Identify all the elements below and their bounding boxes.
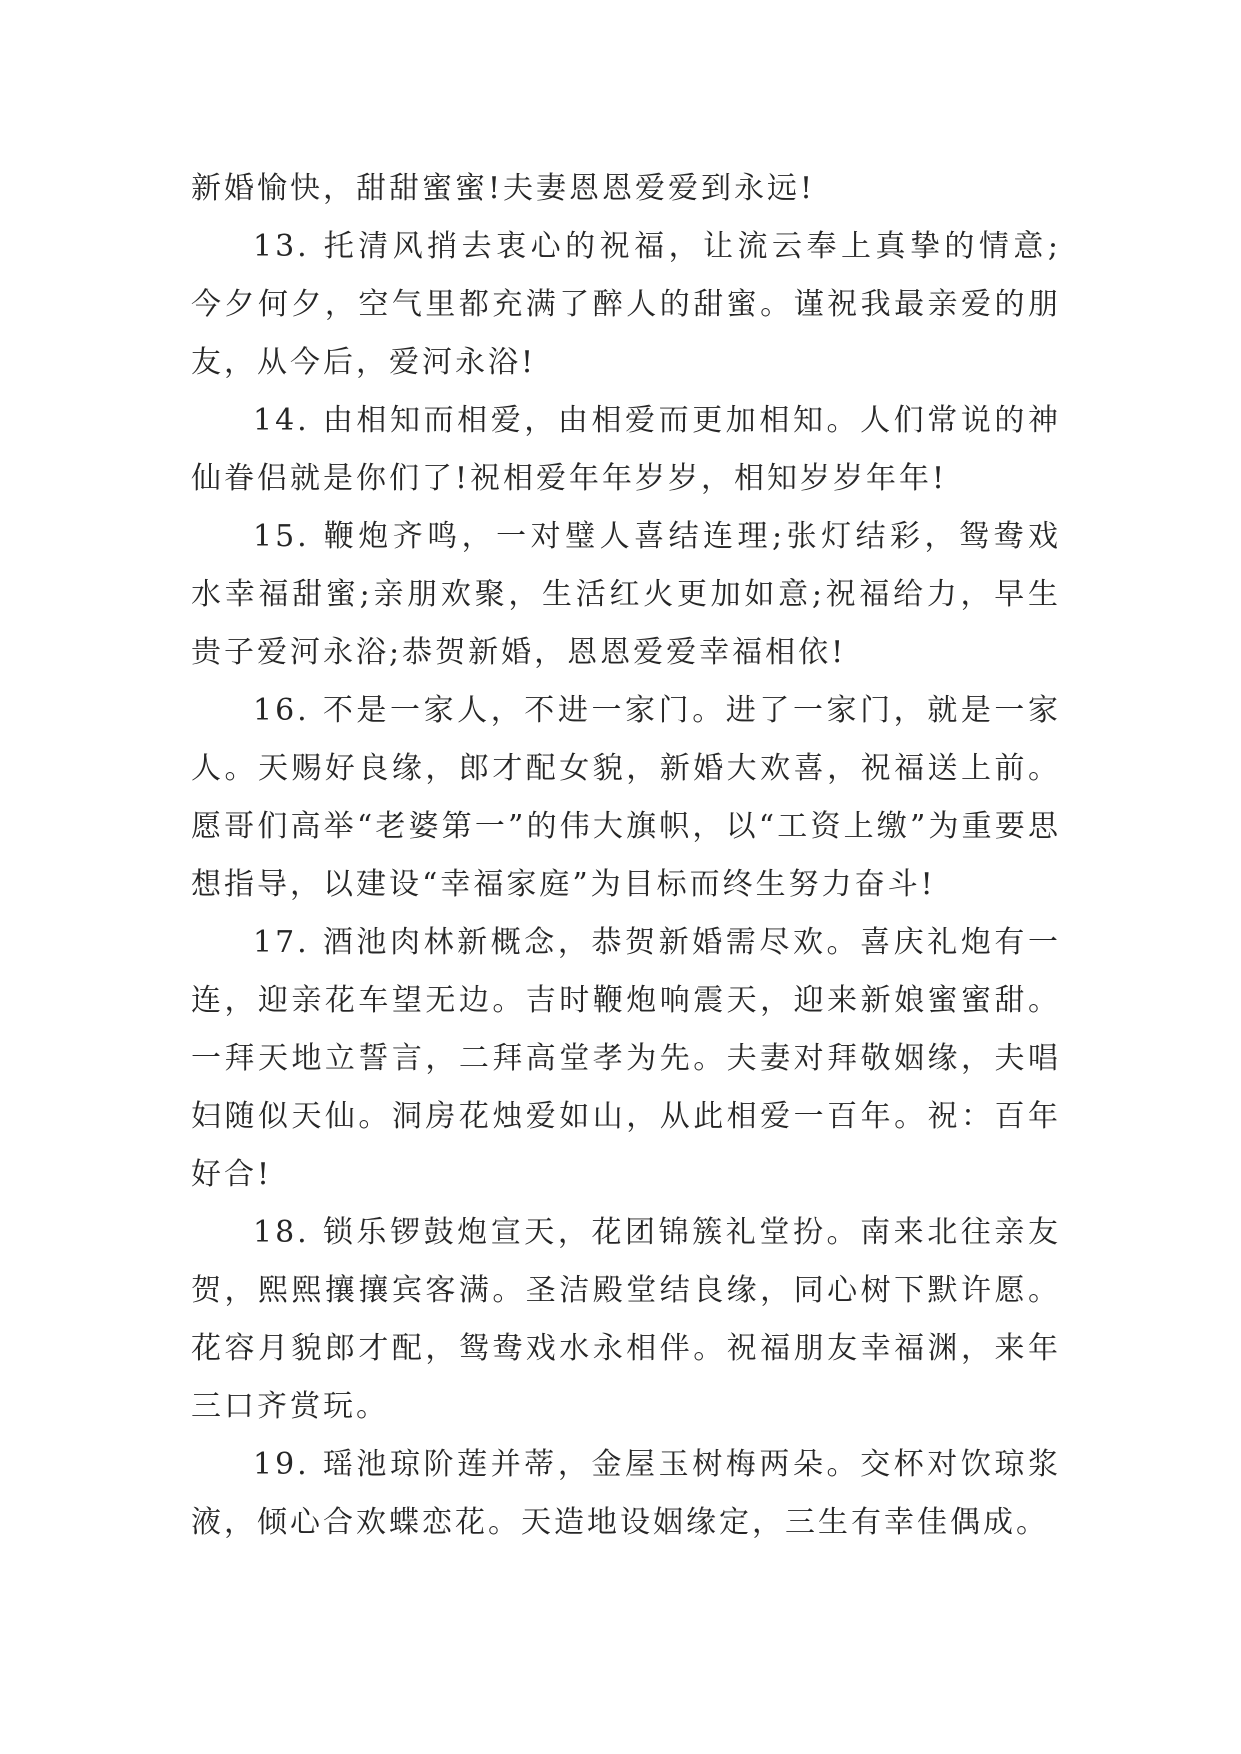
paragraph-continuation: 新婚愉快，甜甜蜜蜜!夫妻恩恩爱爱到永远! <box>191 171 816 206</box>
paragraph-19: 19. 瑶池琼阶莲并蒂，金屋玉树梅两朵。交杯对饮琼浆液，倾心合欢蝶恋花。天造地设姻缘定，三生有幸佳偶成。 <box>191 1447 1061 1540</box>
paragraph-13: 13. 托清风捎去衷心的祝福，让流云奉上真挚的情意;今夕何夕，空气里都充满了醉人的甜蜜。谨祝我最亲爱的朋友，从今后，爱河永浴! <box>191 229 1061 380</box>
paragraph-18: 18. 锁乐锣鼓炮宣天，花团锦簇礼堂扮。南来北往亲友贺，熙熙攘攘宾客满。圣洁殿堂结良缘，同心树下默许愿。花容月貌郎才配，鸳鸯戏水永相伴。祝福朋友幸福渊，来年三口齐赏玩。 <box>191 1215 1061 1424</box>
paragraph-17: 17. 酒池肉林新概念，恭贺新婚需尽欢。喜庆礼炮有一连，迎亲花车望无边。吉时鞭炮响震天，迎来新娘蜜蜜甜。一拜天地立誓言，二拜高堂孝为先。夫妻对拜敬姻缘，夫唱妇随似天仙。洞房花烛爱如山，从此相爱一百年。祝：百年好合! <box>191 925 1061 1192</box>
paragraph-14: 14. 由相知而相爱，由相爱而更加相知。人们常说的神仙眷侣就是你们了!祝相爱年年岁岁，相知岁岁年年! <box>191 403 1061 496</box>
paragraph-15: 15. 鞭炮齐鸣，一对璧人喜结连理;张灯结彩，鸳鸯戏水幸福甜蜜;亲朋欢聚，生活红火更加如意;祝福给力，早生贵子爱河永浴;恭贺新婚，恩恩爱爱幸福相依! <box>191 519 1061 670</box>
document-body <box>191 160 1061 1552</box>
paragraph-16: 16. 不是一家人，不进一家门。进了一家门，就是一家人。天赐好良缘，郎才配女貌，新婚大欢喜，祝福送上前。愿哥们高举“老婆第一”的伟大旗帜，以“工资上缴”为重要思想指导，以建设“幸福家庭”为目标而终生努力奋斗! <box>191 693 1061 902</box>
